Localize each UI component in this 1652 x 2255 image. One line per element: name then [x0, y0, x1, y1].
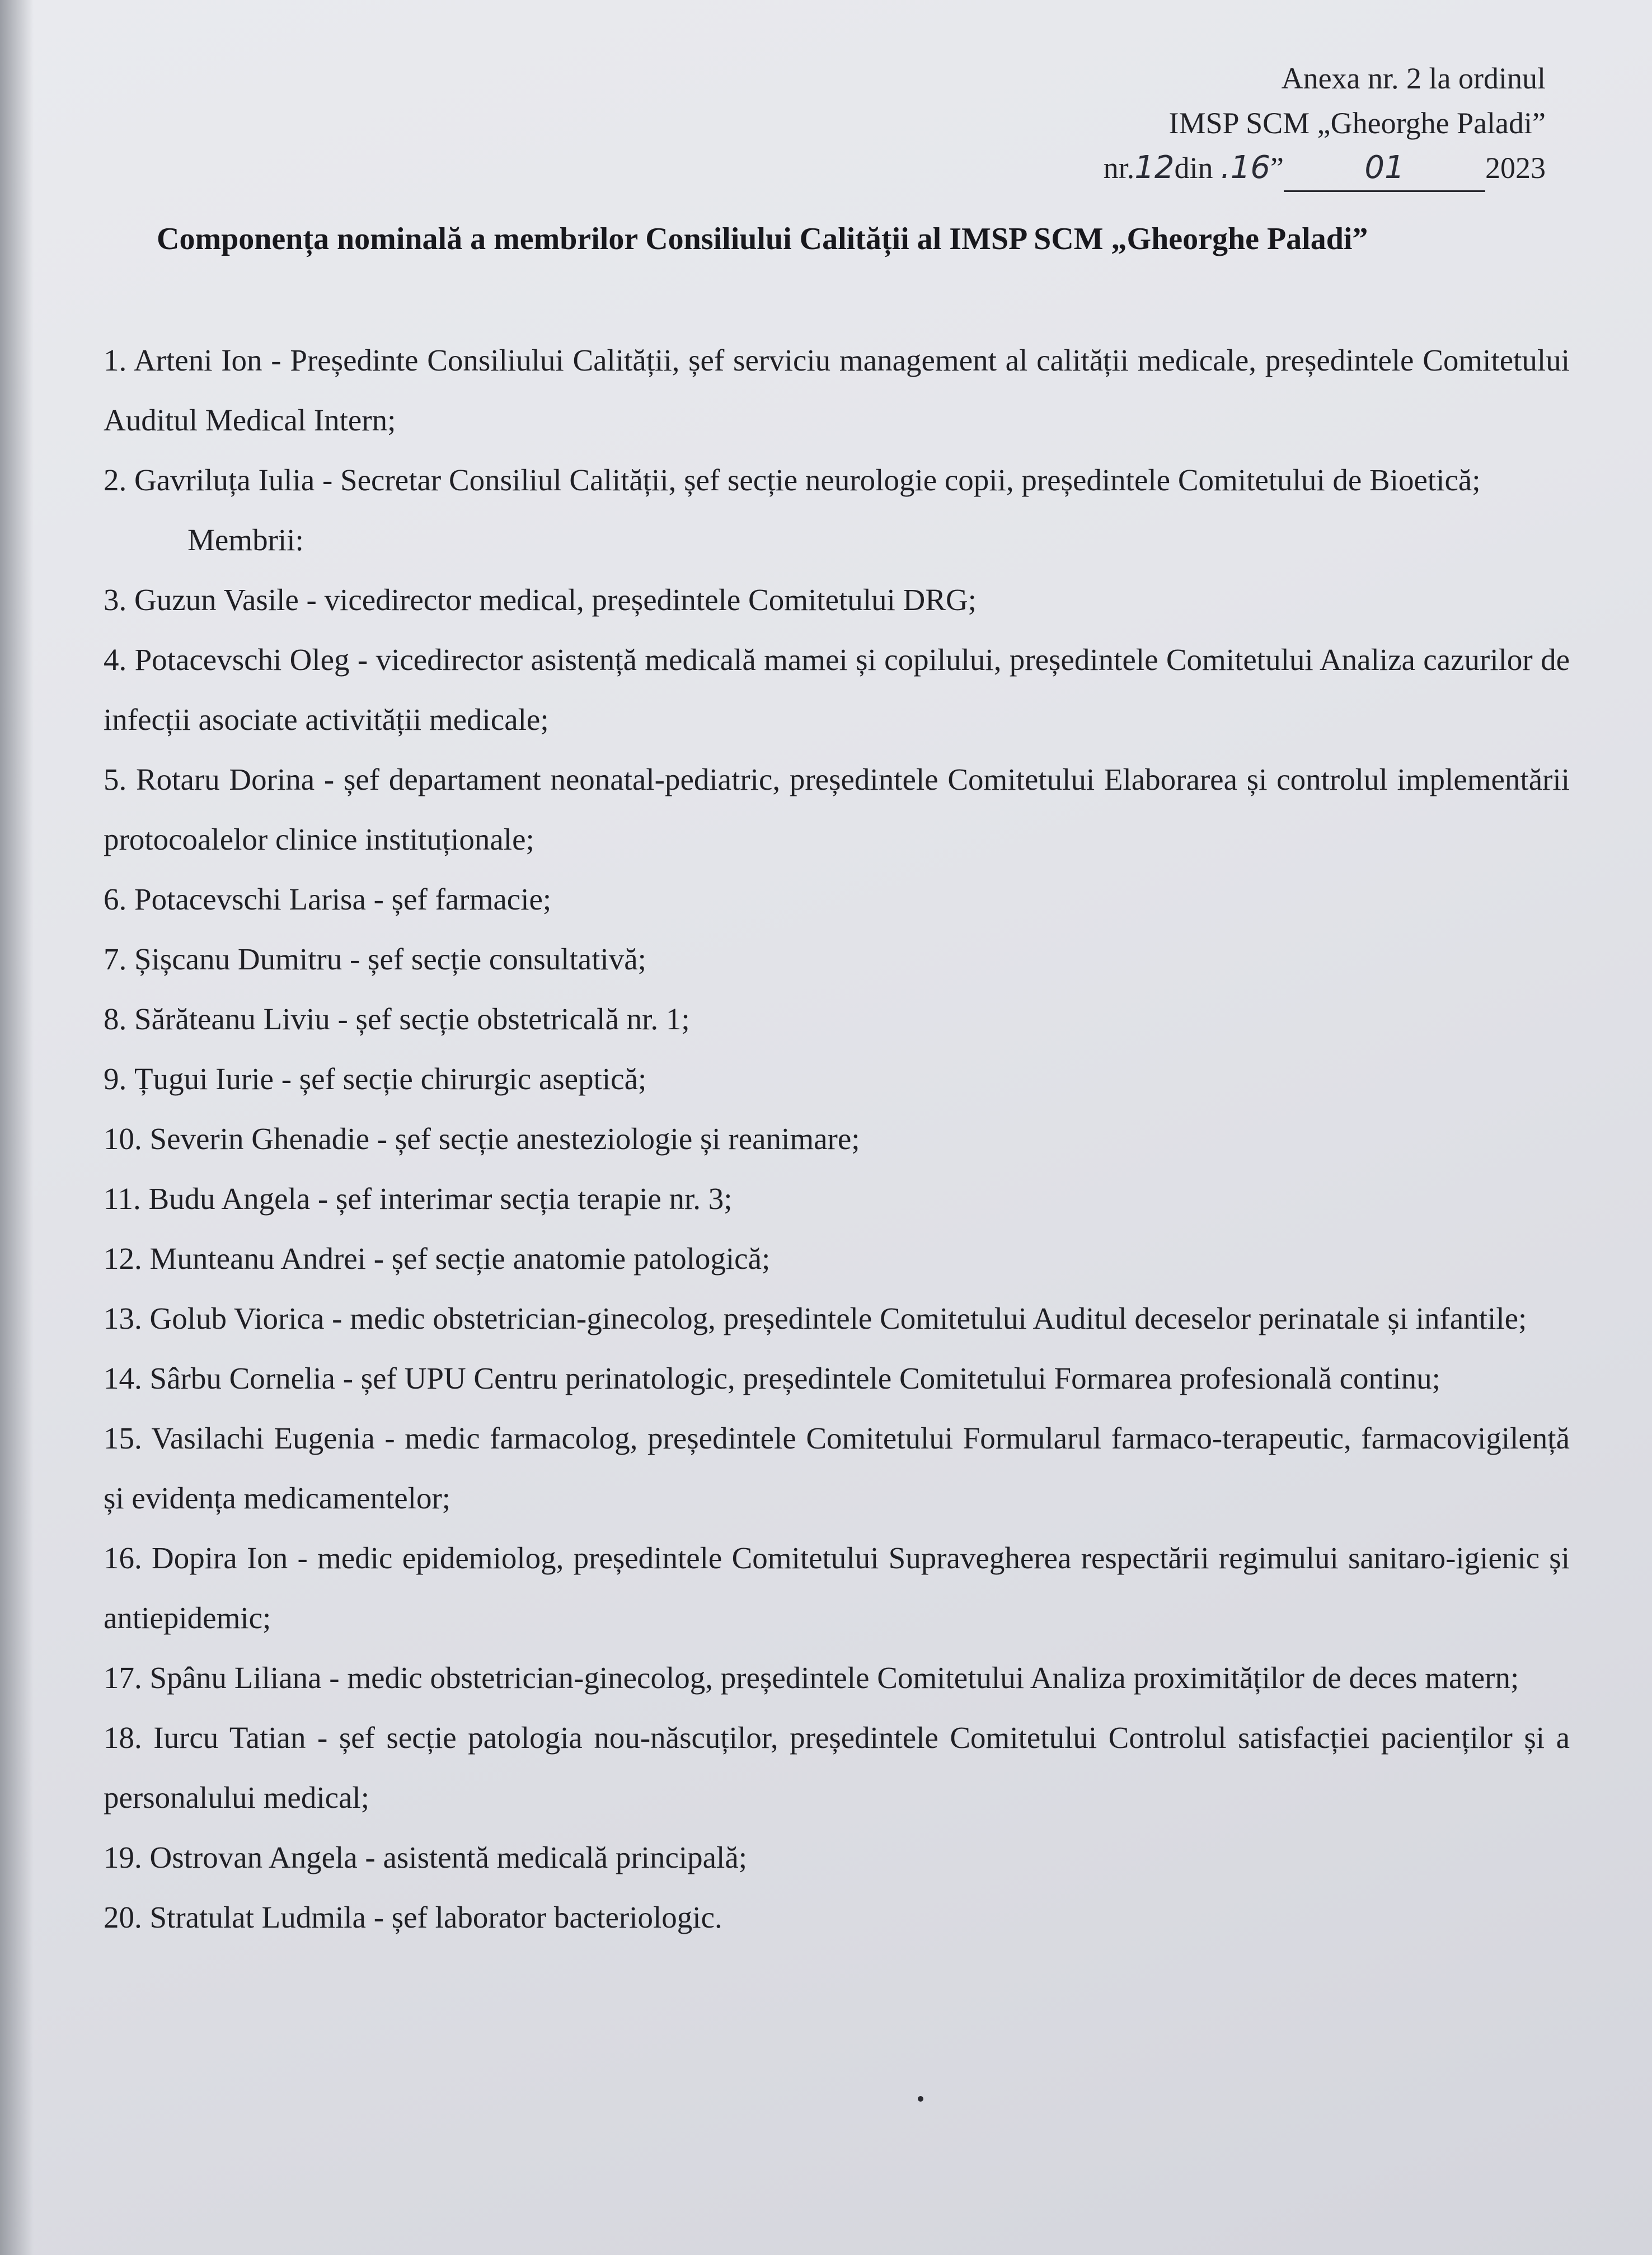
members-list [104, 330, 1570, 1947]
list-item: 20. Stratulat Ludmila - șef laborator bacteriologic. [104, 1900, 722, 1934]
order-day-handwritten: .16 [1220, 149, 1271, 186]
annex-line-1: Anexa nr. 2 la ordinul [1281, 62, 1546, 95]
list-item: 5. Rotaru Dorina - șef departament neonatal-pediatric, președintele Comitetului Elaborarea și controlul implementării protocoalelor clinice instituționale; [104, 762, 1570, 856]
order-nr-prefix: nr. [1103, 151, 1135, 185]
list-item: 14. Sârbu Cornelia - șef UPU Centru perinatologic, președintele Comitetului Formarea profesională continu; [104, 1361, 1440, 1395]
list-item: 15. Vasilachi Eugenia - medic farmacolog, președintele Comitetului Formularul farmaco-terapeutic, farmacovigilență și evidența medicamentelor; [104, 1421, 1570, 1515]
list-item: 4. Potacevschi Oleg - vicedirector asistență medicală mamei și copilului, președintele Comitetului Analiza cazurilor de infecții asociate activității medicale; [104, 643, 1570, 737]
order-din-label: din [1174, 151, 1213, 185]
document-title: Componența nominală a membrilor Consiliului Calității al IMSP SCM „Gheorghe Paladi” [157, 222, 1368, 256]
order-month-handwritten: 01 [1284, 146, 1485, 192]
list-item-leader: 1. Arteni Ion - Președinte Consiliului Calității, șef serviciu management al calității medicale, președintele Comitetului Auditul Medical Intern; [104, 343, 1570, 437]
order-nr-handwritten: 12 [1134, 149, 1175, 186]
list-item: 8. Sărăteanu Liviu - șef secție obstetricală nr. 1; [104, 1002, 690, 1036]
order-day-quote: ” [1270, 151, 1284, 185]
annex-header [1104, 56, 1546, 192]
list-item: 11. Budu Angela - șef interimar secția terapie nr. 3; [104, 1182, 733, 1216]
list-item: 17. Spânu Liliana - medic obstetrician-ginecolog, președintele Comitetului Analiza proximităților de deces matern; [104, 1661, 1519, 1695]
members-heading: Membrii: [187, 523, 304, 557]
list-item: 3. Guzun Vasile - vicedirector medical, președintele Comitetului DRG; [104, 583, 977, 617]
annex-line-2: IMSP SCM „Gheorghe Paladi” [1168, 106, 1546, 140]
list-item: 9. Țugui Iurie - șef secție chirurgic aseptică; [104, 1062, 647, 1096]
list-item: 10. Severin Ghenadie - șef secție anesteziologie și reanimare; [104, 1122, 860, 1156]
order-year: 2023 [1485, 151, 1546, 185]
list-item: 16. Dopira Ion - medic epidemiolog, președintele Comitetului Supravegherea respectării regimului sanitaro-igienic și antiepidemic; [104, 1541, 1570, 1635]
list-item: 7. Șișcanu Dumitru - șef secție consultativă; [104, 942, 646, 976]
list-item: 12. Munteanu Andrei - șef secție anatomie patologică; [104, 1241, 771, 1276]
list-item: 18. Iurcu Tatian - șef secție patologia nou-născuților, președintele Comitetului Controlul satisfacției pacienților și a personalului medical; [104, 1720, 1570, 1815]
list-item: 6. Potacevschi Larisa - șef farmacie; [104, 882, 552, 916]
annex-order-number-line [1104, 146, 1546, 192]
list-item-leader: 2. Gavriluța Iulia - Secretar Consiliul Calității, șef secție neurologie copii, președintele Comitetului de Bioetică; [104, 463, 1481, 497]
list-item: 19. Ostrovan Angela - asistentă medicală principală; [104, 1840, 748, 1874]
ink-speck [918, 2096, 923, 2102]
list-item: 13. Golub Viorica - medic obstetrician-ginecolog, președintele Comitetului Auditul deceselor perinatale și infantile; [104, 1301, 1527, 1335]
